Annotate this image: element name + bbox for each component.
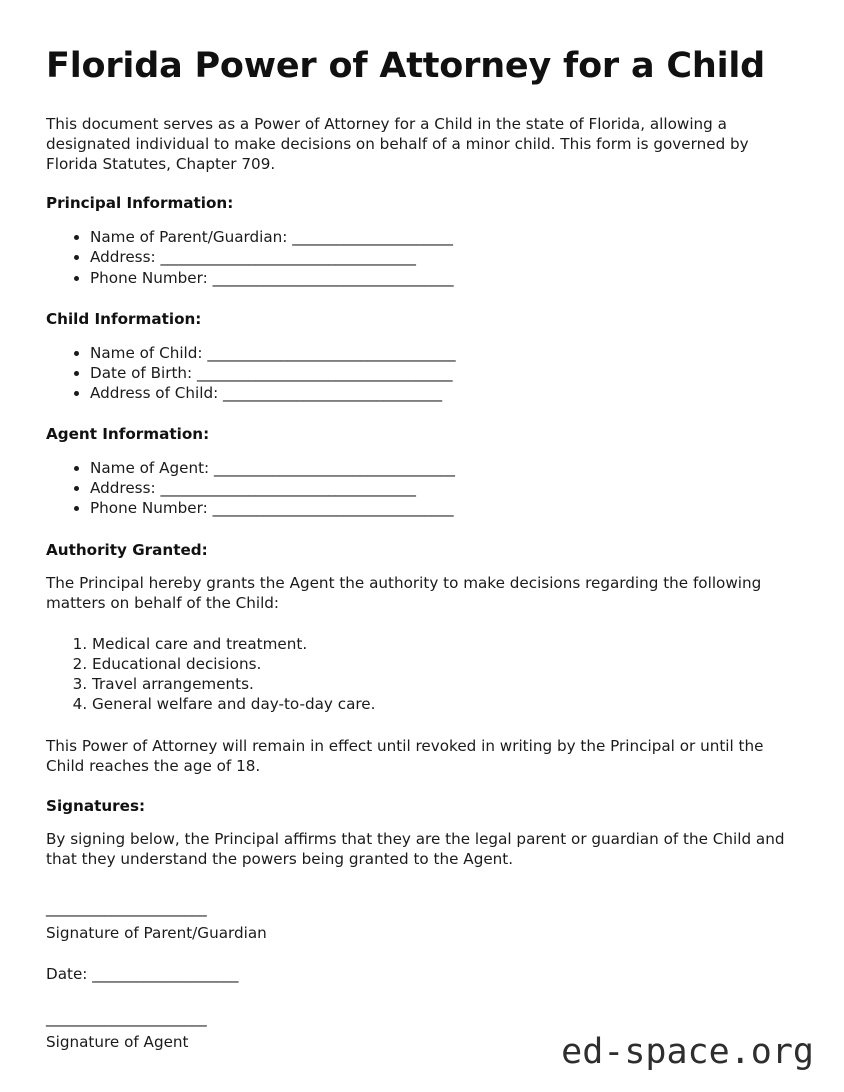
agent-signature-line[interactable]: ______________________ [46,1009,207,1028]
parent-signature-line[interactable]: ______________________ [46,899,207,918]
list-item [90,383,800,403]
field-label: Name of Agent: [90,459,214,477]
duration-paragraph: This Power of Attorney will remain in effect until revoked in writing by the Principal or until the Child reaches the age of 18. [46,737,764,776]
date-row [46,965,800,985]
field-label: Phone Number: [90,268,213,287]
field-label: Address of Child: [90,384,224,403]
list-item [90,227,800,247]
principal-information-heading: Principal Information: [46,194,234,213]
list-item [90,268,800,288]
principal-field-list [46,227,800,288]
field-label: Address: [90,479,161,498]
list-item: 2. Educational decisions. [92,654,800,674]
list-item [90,343,800,363]
field-blank[interactable]: __________________________________ [207,343,456,362]
parent-signature-block [46,899,800,985]
authority-item-list [46,634,800,715]
field-blank[interactable]: _________________________________ [214,459,455,477]
date-label: Date: [46,965,93,984]
list-item [90,478,800,498]
agent-information-heading: Agent Information: [46,425,210,444]
agent-field-list [46,458,800,519]
field-label: Phone Number: [90,499,213,518]
field-blank[interactable]: ______________________ [292,228,453,247]
list-item [90,247,800,267]
field-label: Name of Parent/Guardian: [90,228,293,247]
list-item: 4. General welfare and day-to-day care. [92,694,800,714]
page-title: Florida Power of Attorney for a Child [46,46,766,86]
field-label: Address: [90,248,161,267]
field-blank[interactable]: _________________________________ [212,268,454,287]
parent-signature-label: Signature of Parent/Guardian [46,923,267,942]
list-item: 1. Medical care and treatment. [92,634,800,654]
field-label: Date of Birth: [90,363,198,382]
list-item [90,498,800,518]
field-label: Name of Child: [90,343,208,362]
affirmation-paragraph: By signing below, the Principal affirms that they are the legal parent or guardian of the Child and that they understand the powers being granted to the Agent. [46,830,785,869]
field-blank[interactable]: ___________________________________ [160,248,416,267]
field-blank[interactable]: ___________________________________ [160,479,416,498]
signatures-heading: Signatures: [46,796,146,815]
field-blank[interactable]: ___________________________________ [197,363,453,382]
watermark: ed-space.org [561,1032,814,1072]
authority-granted-heading: Authority Granted: [46,540,208,559]
field-blank[interactable]: ______________________________ [223,384,442,403]
child-field-list [46,343,800,404]
date-blank[interactable]: ____________________ [92,965,239,984]
authority-intro-paragraph: The Principal hereby grants the Agent the authority to make decisions regarding the following matters on behalf of the Child: [46,574,762,613]
list-item [90,363,800,383]
agent-signature-label: Signature of Agent [46,1033,189,1052]
child-information-heading: Child Information: [46,309,202,328]
list-item: 3. Travel arrangements. [92,674,800,694]
intro-paragraph: This document serves as a Power of Attorney for a Child in the state of Florida, allowing a designated individual to make decisions on behalf of a minor child. This form is governed by Florida Statutes, Chapter 709. [46,115,749,174]
list-item [90,458,800,478]
field-blank[interactable]: _________________________________ [212,499,454,518]
